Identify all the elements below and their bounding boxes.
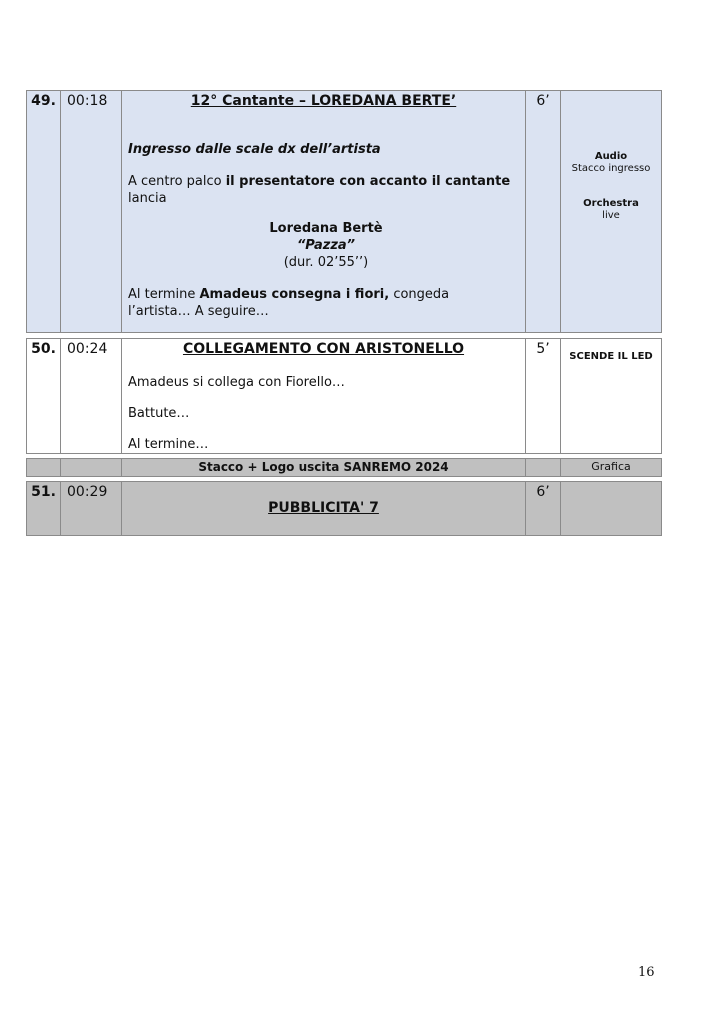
- intro-end: lancia: [128, 191, 167, 206]
- outro-paragraph: [128, 286, 524, 320]
- duration-cell: [526, 339, 561, 453]
- stacco-text: Stacco + Logo uscita SANREMO 2024: [198, 460, 449, 474]
- empty-cell: [61, 459, 122, 476]
- content-line: Battute…: [128, 406, 190, 421]
- segment-duration: 6’: [536, 484, 550, 500]
- empty-cell: [27, 459, 61, 476]
- row-time: 00:24: [67, 341, 108, 357]
- row-number: 49.: [31, 93, 56, 109]
- audio-label: Audio: [594, 151, 628, 162]
- orchestra-value: live: [602, 210, 620, 221]
- stacco-cell: [122, 459, 526, 476]
- page-number: 16: [638, 965, 655, 980]
- row-number-cell: [27, 91, 61, 332]
- artist-name: Loredana Bertè: [269, 221, 383, 236]
- outro-bold: Amadeus consegna i fiori,: [199, 287, 390, 302]
- row-50: [26, 338, 662, 454]
- audio-value: Stacco ingresso: [571, 163, 651, 174]
- orchestra-label: Orchestra: [583, 198, 639, 209]
- segment-duration: 6’: [536, 93, 550, 109]
- duration-cell: [526, 482, 561, 535]
- segment-title: PUBBLICITA' 7: [268, 500, 379, 516]
- outro-line2: l’artista… A seguire…: [128, 304, 269, 319]
- row-number-cell: [27, 339, 61, 453]
- content-cell: [122, 91, 526, 332]
- segment-title: 12° Cantante – LOREDANA BERTE’: [190, 93, 457, 109]
- side-note: SCENDE IL LED: [569, 351, 653, 362]
- time-cell: [61, 91, 122, 332]
- row-time: 00:29: [67, 484, 108, 500]
- row-number-cell: [27, 482, 61, 535]
- row-49: [26, 90, 662, 333]
- row-number: 51.: [31, 484, 56, 500]
- outro-end: congeda: [389, 287, 450, 302]
- empty-cell: [526, 459, 561, 476]
- duration-cell: [526, 91, 561, 332]
- side-notes-cell: [561, 91, 661, 332]
- side-notes-cell: [561, 459, 661, 476]
- segment-title: COLLEGAMENTO CON ARISTONELLO: [182, 341, 465, 357]
- content-line: Al termine…: [128, 437, 209, 452]
- song-title: “Pazza”: [296, 238, 356, 253]
- content-line: Amadeus si collega con Fiorello…: [128, 375, 345, 390]
- segment-duration: 5’: [536, 341, 550, 357]
- stacco-row: [26, 458, 662, 477]
- outro-text: Al termine: [128, 287, 200, 302]
- content-cell: [122, 339, 526, 453]
- side-note: Grafica: [591, 460, 631, 473]
- time-cell: [61, 339, 122, 453]
- empty-cell: [561, 482, 661, 535]
- song-block: [128, 220, 524, 271]
- side-notes-cell: [561, 339, 661, 453]
- intro-paragraph: [128, 173, 524, 207]
- entry-note: Ingresso dalle scale dx dell’artista: [128, 142, 381, 157]
- song-duration: (dur. 02’55’’): [283, 255, 369, 270]
- row-time: 00:18: [67, 93, 108, 109]
- intro-bold: il presentatore con accanto il cantante: [225, 174, 511, 189]
- row-51: [26, 481, 662, 536]
- time-cell: [61, 482, 122, 535]
- intro-text: A centro palco: [128, 174, 226, 189]
- content-cell: [122, 482, 526, 535]
- row-number: 50.: [31, 341, 56, 357]
